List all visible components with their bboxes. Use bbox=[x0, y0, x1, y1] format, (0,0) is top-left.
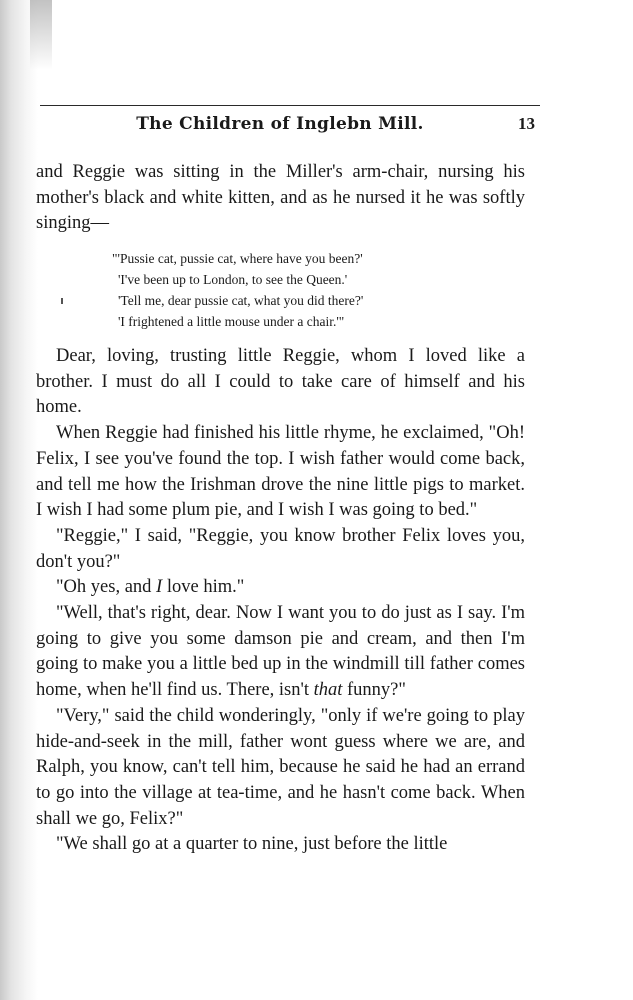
verse-line-4: 'I frightened a little mouse under a chair.'" bbox=[118, 314, 345, 329]
running-head-title: The Children of Inglebn Mill. bbox=[136, 114, 424, 134]
paragraph-opening: and Reggie was sitting in the Miller's arm-chair, nursing his mother's black and white kitten, and as he nursed it he was softly singing— bbox=[36, 162, 525, 233]
scan-gutter-smudge bbox=[30, 0, 52, 70]
well-start: "Well, that's right, dear. Now I want you to do just as I say. I'm going to give you some damson pie and cream, and then I'm going to make you a little bed up in the windmill till father comes home, when he'll find us. There, isn't bbox=[36, 603, 525, 701]
paragraph-well-thats-right bbox=[36, 601, 525, 704]
well-end: funny?" bbox=[342, 680, 406, 701]
page-number: 13 bbox=[518, 114, 535, 133]
paragraph-we-shall-go: "We shall go at a quarter to nine, just before the little bbox=[56, 834, 448, 855]
well-emphasis: that bbox=[313, 680, 343, 701]
scan-gutter-shadow bbox=[0, 0, 38, 1000]
paragraph-reggie-i-said: "Reggie," I said, "Reggie, you know brother Felix loves you, don't you?" bbox=[36, 525, 525, 572]
verse-line-2: 'I've been up to London, to see the Queen.' bbox=[118, 272, 348, 287]
paragraph-oh-yes bbox=[36, 575, 525, 601]
opening-paragraph-block bbox=[36, 160, 525, 237]
oh-yes-end: love him." bbox=[162, 577, 245, 598]
header-rule bbox=[40, 105, 540, 106]
paragraph-dear-loving: Dear, loving, trusting little Reggie, whom I loved like a brother. I must do all I could to take care of himself and his home. bbox=[36, 346, 525, 418]
oh-yes-emphasis: I bbox=[156, 577, 163, 598]
main-text-block bbox=[36, 344, 525, 858]
verse-line-3: 'Tell me, dear pussie cat, what you did there?' bbox=[118, 293, 364, 308]
paragraph-very: "Very," said the child wonderingly, "only if we're going to play hide-and-seek in the mill, father wont guess where we are, and Ralph, you know, can't tell him, because he said he had an errand to go into the village at tea-time, and he hasn't come back. When shall we go, Felix?" bbox=[36, 705, 525, 829]
oh-yes-start: "Oh yes, and bbox=[56, 577, 157, 598]
scan-speck bbox=[61, 298, 63, 304]
verse-line-1: "'Pussie cat, pussie cat, where have you been?' bbox=[112, 251, 363, 266]
nursery-rhyme-verse bbox=[112, 248, 492, 332]
paragraph-when-reggie: When Reggie had finished his little rhyme, he exclaimed, "Oh! Felix, I see you've found the top. I wish father would come back, and tell me how the Irishman drove the nine little pigs to market. I wish I had some plum pie, and I wish I was going to bed." bbox=[36, 423, 525, 521]
